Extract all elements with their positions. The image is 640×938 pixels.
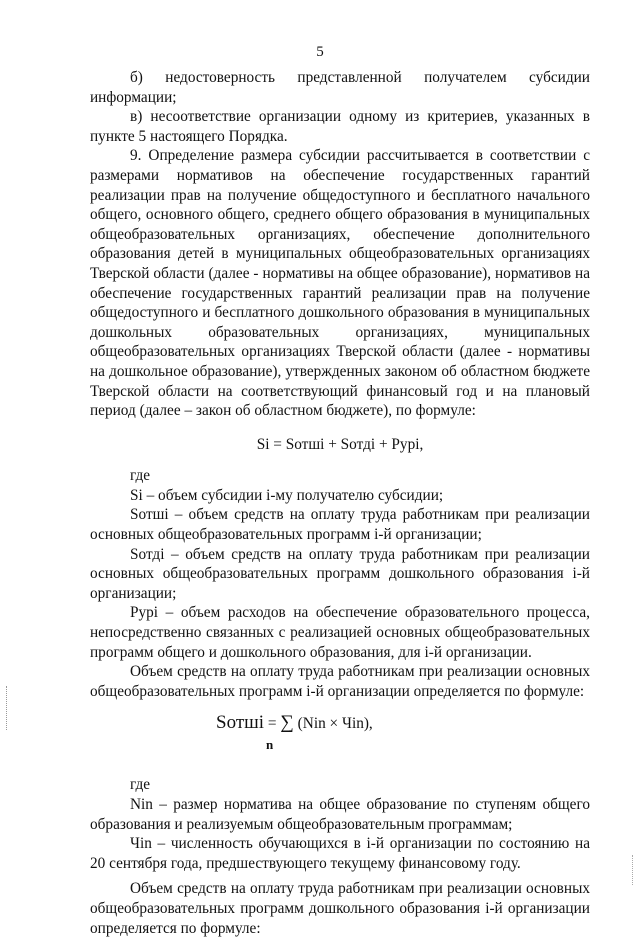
definition-sotd: Sотдi – объем средств на оплату труда работникам при реализации основных общеобразовательных программ дошкольного образования i-й организации;: [90, 545, 590, 602]
definition-chin: Чin – численность обучающихся в i-й организации по состоянию на 20 сентября года, предшествующего текущему финансовому году.: [90, 835, 590, 872]
formula-lhs: Sотшi: [216, 712, 265, 734]
definition-sotsh: Sотшi – объем средств на оплату труда работникам при реализации основных общеобразовательных программ i-й организации;: [90, 506, 590, 544]
formula-rhs: (Nin × Чin),: [293, 715, 373, 733]
sum-symbol: ∑: [280, 712, 294, 734]
definition-si: Si – объем субсидии i-му получателю субсидии;: [130, 486, 444, 504]
where-label-2: где: [130, 776, 151, 794]
scan-edge-mark-right: [632, 855, 634, 885]
formula-equals: =: [264, 715, 281, 733]
where-label-1: где: [130, 467, 151, 485]
document-body: [90, 68, 590, 938]
definition-nin: Nin – размер норматива на общее образование по ступеням общего образования и реализуемым общеобразовательным программам;: [90, 796, 590, 833]
scan-edge-mark-left: [6, 686, 8, 730]
paragraph-v: в) несоответствие организации одному из критериев, указанных в пункте 5 настоящего Порядка.: [90, 108, 590, 145]
page-number: 5: [316, 44, 324, 60]
paragraph-b: б) недостоверность представленной получателем субсидии информации;: [90, 69, 590, 106]
paragraph-9: 9. Определение размера субсидии рассчитывается в соответствии с размерами нормативов на обеспечение государственных гарантий реализации прав на получение общедоступного и бесплатного начального общего, основного общего, среднего общего образования в муниципальных общеобразовательных организациях, обеспечение дополнительного образования детей в муниципальных общеобразовательных организациях Тверской области (далее - нормативы на общее образование), нормативов на обеспечение государственных гарантий реализации прав на получение общедоступного и бесплатного дошкольного образования в муниципальных дошкольных образовательных организациях, муниципальных общеобразовательных организациях Тверской области (далее - нормативы на дошкольное образование), утвержденных законом об областном бюджете Тверской области на соответствующий финансовый год и на плановый период (далее – закон об областном бюджете), по формуле:: [90, 147, 590, 420]
paragraph-volume-preschool: Объем средств на оплату труда работникам при реализации основных общеобразовательных программ дошкольного образования i-й организации определяется по формуле:: [90, 880, 590, 937]
formula-subsidy: Si = Sотшi + Sотдi + Рурi,: [256, 435, 424, 453]
paragraph-volume-general: Объем средств на оплату труда работникам при реализации основных общеобразовательных программ i-й организации определяется по формуле:: [90, 663, 590, 700]
sum-index: n: [266, 737, 274, 753]
definition-rur: Рурi – объем расходов на обеспечение образовательного процесса, непосредственно связанных с реализацией основных общеобразовательных программ общего и дошкольного образования, для i-й организации.: [90, 604, 590, 661]
formula-sotsh: [90, 707, 590, 765]
